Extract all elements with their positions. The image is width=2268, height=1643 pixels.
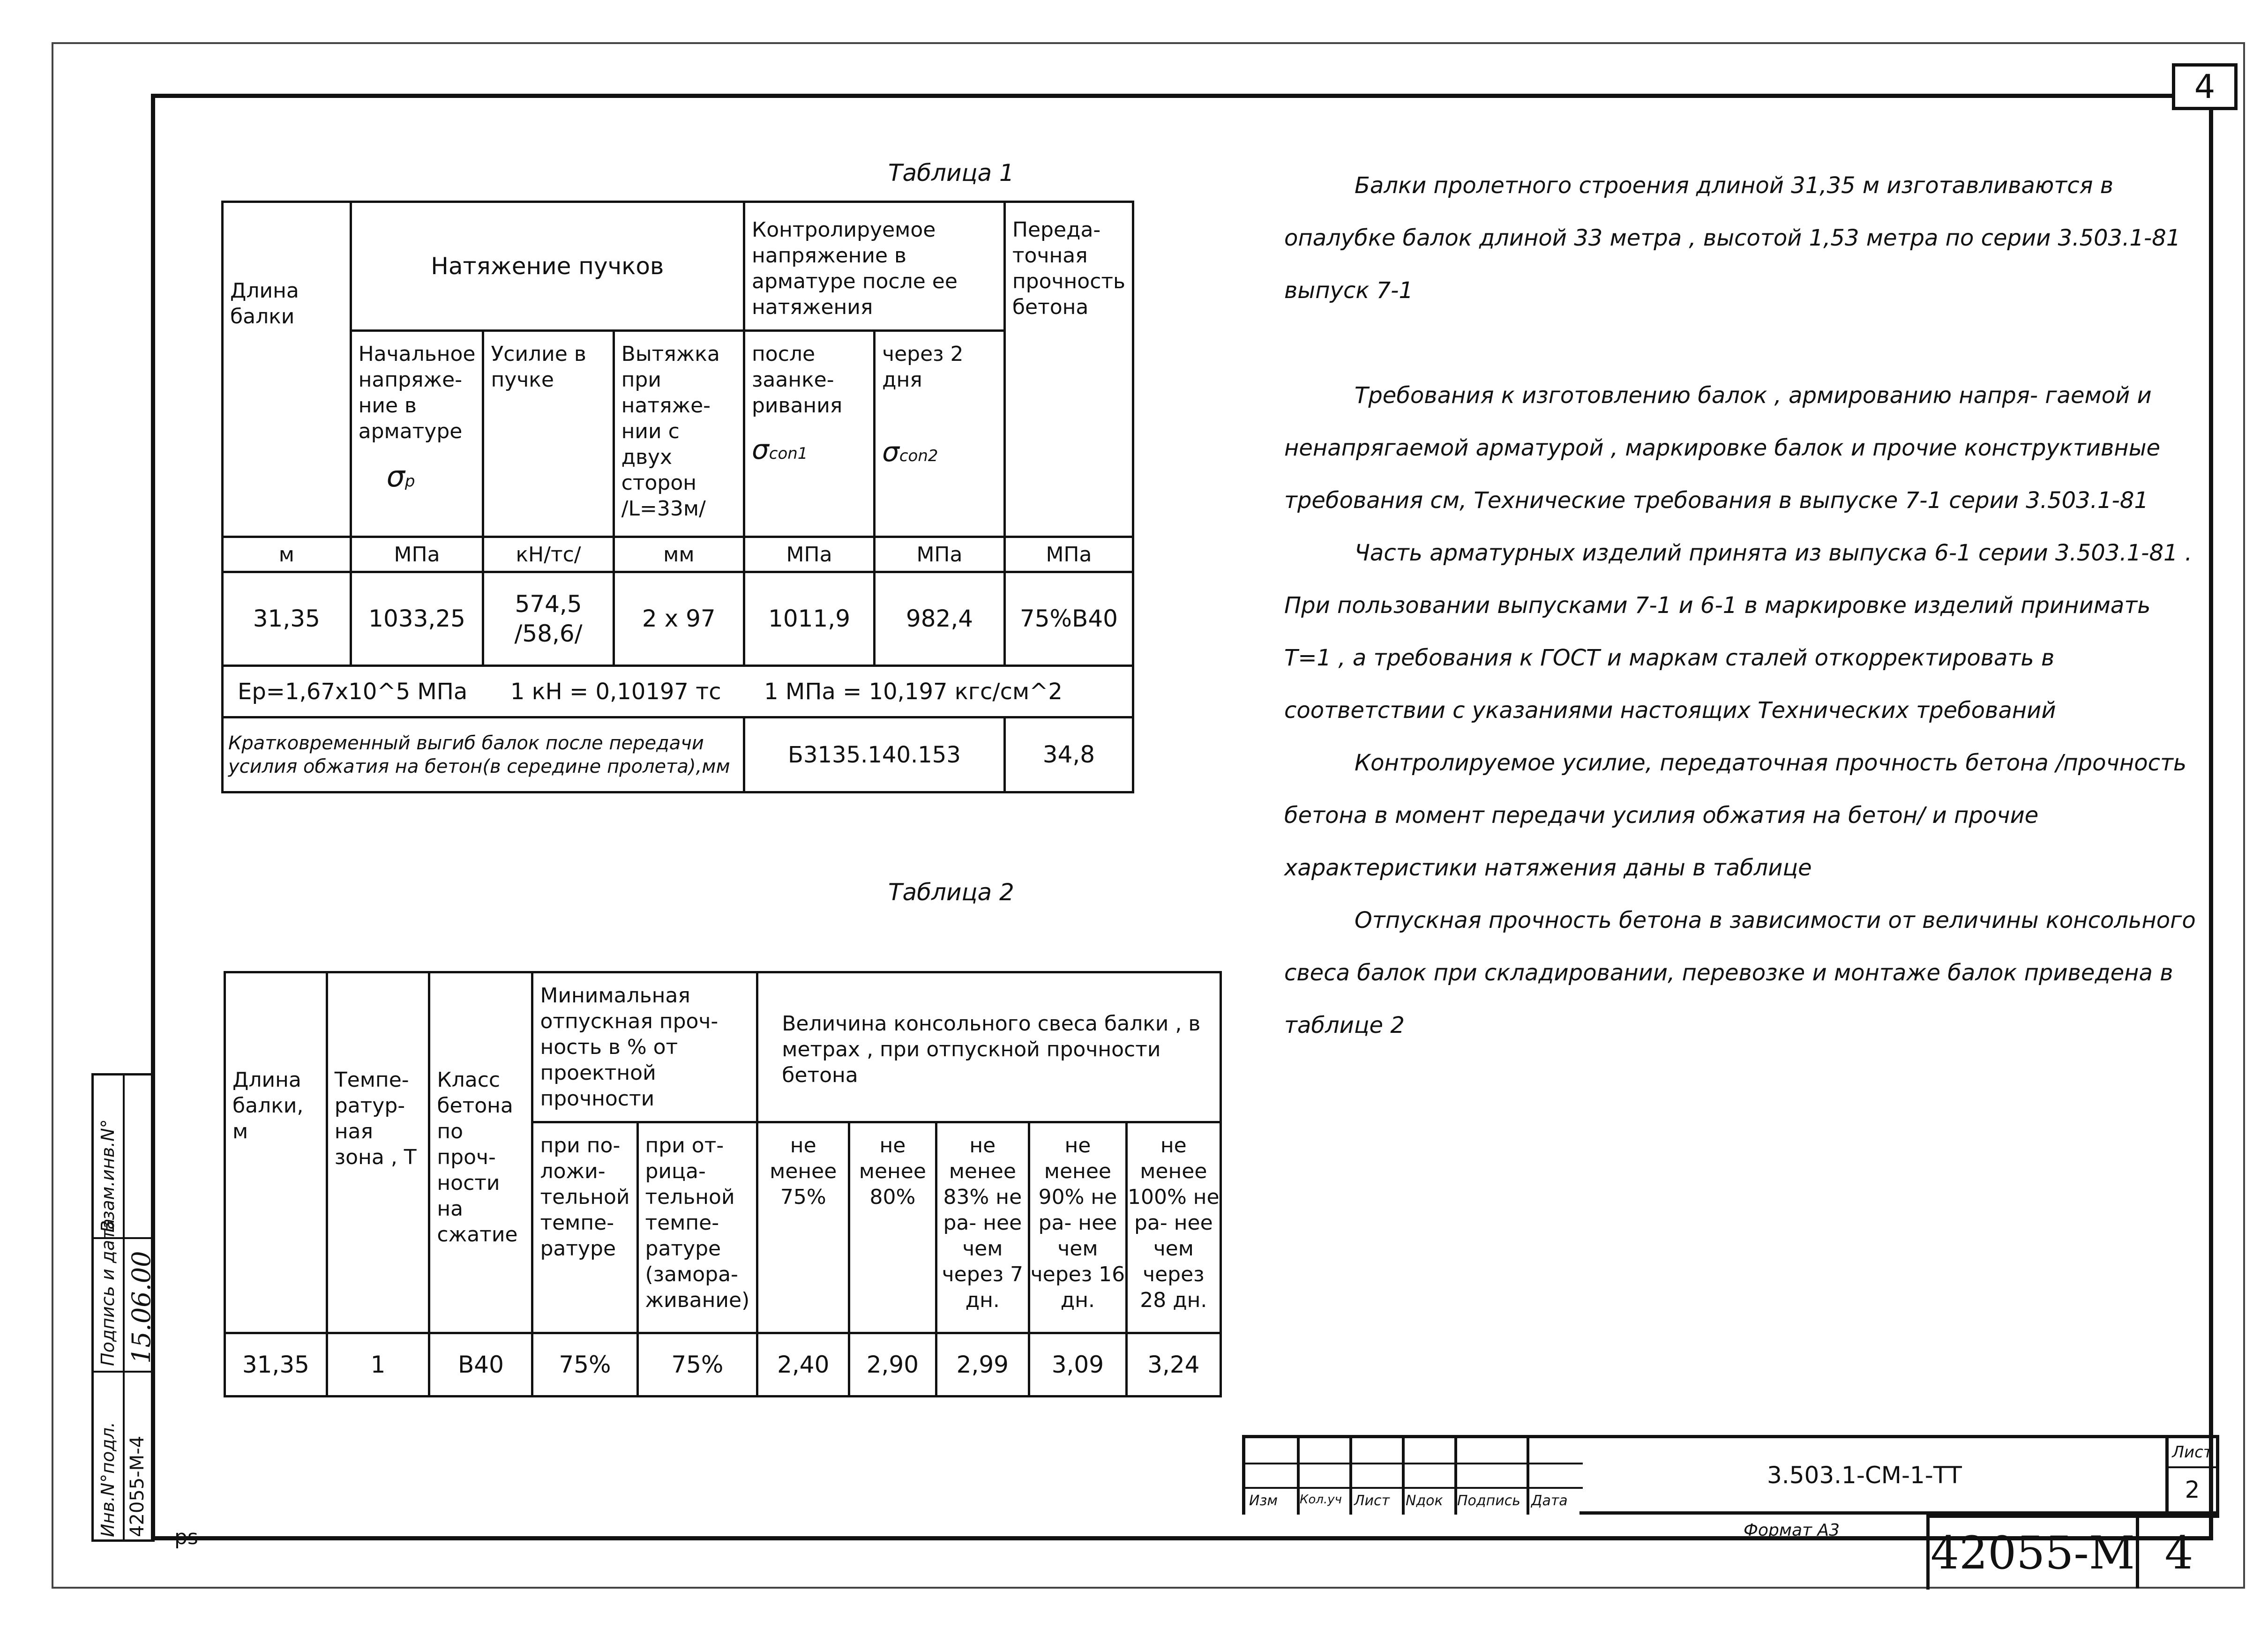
t2-cell: 75% (532, 1333, 637, 1397)
t1-cell: 75%B40 (1004, 572, 1133, 666)
t2-cell: 2,99 (936, 1333, 1029, 1397)
stamp-label: Дата (1531, 1493, 1568, 1509)
t2-header-75: не менее 75% (757, 1122, 849, 1333)
t1-deflection-label: Кратковременный выгиб балок после передачи усилия обжатия на бетон(в середине пролета),мм (223, 717, 744, 792)
t1-cell: 1033,25 (351, 572, 483, 666)
document-code: 3.503.1-СМ-1-ТТ (1767, 1462, 1962, 1489)
t1-cell: 1011,9 (744, 572, 875, 666)
archive-side-stamp (91, 1073, 155, 1542)
t2-header-length: Длина балки, м (225, 972, 327, 1333)
list-label: Лист (2169, 1438, 2216, 1468)
t2-cell: 1 (327, 1333, 429, 1397)
technical-notes (1284, 159, 2198, 1052)
stamp-label: Изм (1249, 1493, 1278, 1509)
t2-header-80: не менее 80% (849, 1122, 936, 1333)
t1-unit: МПа (351, 537, 483, 572)
t2-header-90: не менее 90% не ра- нее чем через 16 дн. (1029, 1122, 1127, 1333)
list-box (2165, 1435, 2219, 1515)
t2-header-positive: при по- ложи- тельной темпе- ратуре (532, 1122, 637, 1333)
stamp-label: Лист (1354, 1493, 1390, 1509)
t2-header-temp: Темпе- ратур- ная зона , T (327, 972, 429, 1333)
label-inv-orig: Инв.N°подл. (97, 1422, 118, 1537)
t1-header-length: Длина балки (223, 202, 351, 537)
t2-header-negative: при от- рица- тельной темпе- ратуре (замора- живание) (637, 1122, 757, 1333)
footer-ps: ps (174, 1525, 198, 1549)
t1-unit: мм (614, 537, 744, 572)
table1 (221, 201, 1134, 793)
table2 (224, 971, 1222, 1397)
stamp-label: Кол.уч (1300, 1493, 1342, 1507)
t1-header-tension: Натяжение пучков (351, 202, 744, 331)
t2-cell: 75% (637, 1333, 757, 1397)
signature-date: 15.06.00 (127, 1251, 156, 1364)
t1-unit: МПа (1004, 537, 1133, 572)
sigma-con2-symbol: σcon2 (882, 436, 938, 468)
t2-header-83: не менее 83% не ра- нее чем через 7 дн. (936, 1122, 1029, 1333)
stamp-label: Подпись (1457, 1493, 1520, 1509)
t1-header-force: Усилие в пучке (483, 331, 614, 537)
t1-header-after: после заанке- ривания σcon1 (744, 331, 875, 537)
t1-header-transfer: Переда- точная прочность бетона (1004, 202, 1133, 537)
t2-cell: 2,40 (757, 1333, 849, 1397)
t2-header-console: Величина консольного свеса балки , в метрах , при отпускной прочности бетона (757, 972, 1221, 1122)
sigma-con1-symbol: σcon1 (752, 433, 808, 465)
stamp-label: Nдок (1406, 1493, 1443, 1509)
note-paragraph-3: Часть арматурных изделий принята из выпуска 6-1 серии 3.503.1-81 . При пользовании выпусками 7-1 и 6-1 в маркировке изделий принимать T=1 , а требования к ГОСТ и маркам сталей откорректировать в соответствии с указаниями настоящих Технических требований (1284, 540, 2193, 724)
t2-cell: 3,24 (1126, 1333, 1220, 1397)
t1-unit: м (223, 537, 351, 572)
sigma-p-symbol: σp (386, 459, 415, 493)
t1-unit: МПа (744, 537, 875, 572)
t2-cell: 3,09 (1029, 1333, 1127, 1397)
label-sign-date: Подпись и дата (97, 1218, 118, 1366)
t2-header-min-strength: Минимальная отпускная проч- ность в % от проектной прочности (532, 972, 757, 1122)
revision-stamp (1242, 1435, 1579, 1515)
t2-cell: 2,90 (849, 1333, 936, 1397)
t2-header-100: не менее 100% не ра- нее чем через 28 дн. (1126, 1122, 1220, 1333)
t2-cell: B40 (429, 1333, 532, 1397)
t2-header-class: Класс бетона по проч- ности на сжатие (429, 972, 532, 1333)
table1-caption: Таблица 1 (888, 159, 1014, 187)
table2-caption: Таблица 2 (888, 879, 1014, 906)
note-paragraph-4: Контролируемое усилие, передаточная прочность бетона /прочность бетона в момент передачи усилия обжатия на бетон/ и прочие характеристики натяжения даны в таблице (1284, 750, 2187, 881)
inventory-number: 42055-М (1930, 1518, 2139, 1588)
inventory-box (1926, 1515, 2219, 1590)
note-paragraph-5: Отпускная прочность бетона в зависимости от величины консольного свеса балок при складировании, перевозке и монтаже балок приведена в таблице 2 (1284, 907, 2196, 1038)
t1-cell: 982,4 (875, 572, 1005, 666)
sheet-number-corner: 4 (2172, 63, 2238, 110)
t1-cell: 31,35 (223, 572, 351, 666)
t1-deflection-value: 34,8 (1004, 717, 1133, 792)
list-number: 2 (2185, 1476, 2200, 1503)
t1-header-extension: Вытяжка при натяже- нии с двух сторон /L=33м/ (614, 331, 744, 537)
t1-header-initial: Начальное напряже- ние в арматуре σp (351, 331, 483, 537)
page-number: 4 (2164, 1527, 2193, 1579)
label-vzam: Взам.инв.N° (97, 1119, 118, 1232)
note-paragraph-2: Требования к изготовлению балок , армированию напря- гаемой и ненапрягаемой арматурой , маркировке балок и прочие конструктивные требования см, Технические требования в выпуске 7-1 серии 3.503.1-81 (1284, 382, 2161, 514)
note-paragraph-1: Балки пролетного строения длиной 31,35 м изготавливаются в опалубке балок длиной 33 метра , высотой 1,53 метра по серии 3.503.1-81 выпуск 7-1 (1284, 172, 2181, 304)
t1-header-2days: через 2 дня σcon2 (875, 331, 1005, 537)
t1-cell: 574,5 /58,6/ (483, 572, 614, 666)
inv-orig-value: 42055-М-4 (127, 1435, 148, 1537)
t1-constants: Ep=1,67x10^5 МПа 1 кН = 0,10197 тс 1 МПа = 10,197 кгс/см^2 (223, 666, 1133, 717)
document-code-box (1579, 1435, 2165, 1515)
t1-cell: 2 x 97 (614, 572, 744, 666)
format-label: Формат А3 (1744, 1521, 1840, 1540)
t1-unit: кН/тс/ (483, 537, 614, 572)
t1-deflection-code: Б3135.140.153 (744, 717, 1005, 792)
t2-cell: 31,35 (225, 1333, 327, 1397)
t1-header-controlled: Контролируемое напряжение в арматуре после ее натяжения (744, 202, 1005, 331)
t1-unit: МПа (875, 537, 1005, 572)
